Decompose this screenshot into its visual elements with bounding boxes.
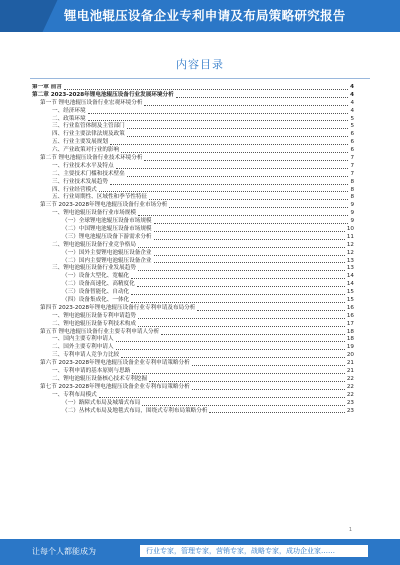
- toc-leader-dots: [176, 96, 348, 98]
- toc-leader-dots: [121, 356, 345, 358]
- header-bar: [0, 0, 400, 32]
- toc-entry-page: 21: [346, 360, 354, 367]
- toc-entry-page: 10: [346, 226, 354, 233]
- toc-entry[interactable]: [32, 376, 354, 384]
- toc-entry-page: 4: [350, 99, 354, 106]
- toc-entry-page: 6: [350, 139, 354, 146]
- toc-leader-dots: [88, 119, 349, 121]
- toc-leader-dots: [197, 309, 345, 311]
- toc-entry[interactable]: [32, 226, 354, 234]
- toc-entry-page: 15: [346, 297, 354, 304]
- toc-entry-title: 第二章 2023-2028年锂电池辊压设备行业发展环境分析: [32, 91, 174, 98]
- toc-entry-page: 6: [350, 147, 354, 154]
- toc-entry-page: 22: [346, 391, 354, 398]
- toc-leader-dots: [154, 222, 349, 224]
- toc-leader-dots: [154, 261, 345, 263]
- toc-entry[interactable]: [32, 234, 354, 242]
- toc-entry[interactable]: [32, 171, 354, 179]
- toc-leader-dots: [209, 411, 344, 413]
- toc-entry-title: （二）丛林式布局及地毯式布局，围绕式专利布局策略分析: [62, 407, 208, 414]
- toc-leader-dots: [144, 104, 348, 106]
- toc-entry-title: （三）设备智能化、自动化: [62, 289, 130, 296]
- toc-entry[interactable]: [32, 297, 354, 305]
- toc-leader-dots: [169, 206, 348, 208]
- toc-leader-dots: [116, 340, 345, 342]
- toc-entry-page: 16: [346, 312, 354, 319]
- toc-entry-page: 8: [350, 178, 354, 185]
- toc-leader-dots: [138, 214, 349, 216]
- toc-entry-page: 9: [350, 202, 354, 209]
- toc-entry-title: 三、行业技术发展趋势: [52, 178, 108, 185]
- toc-entry-title: 三、锂电池辊压设备行业发展趋势: [52, 265, 136, 272]
- toc-entry[interactable]: [32, 408, 354, 416]
- toc-leader-dots: [127, 127, 349, 129]
- toc-entry[interactable]: [32, 108, 354, 116]
- toc-entry-page: 20: [346, 352, 354, 359]
- toc-leader-dots: [64, 88, 348, 90]
- toc-entry-page: 8: [350, 194, 354, 201]
- toc-entry-title: 第七节 2023-2028年锂电池辊压设备企业专利布局策略分析: [40, 383, 190, 390]
- toc-entry[interactable]: [32, 100, 354, 108]
- toc-entry-page: 4: [350, 84, 354, 90]
- toc-entry-title: （四）设备集成化、一体化: [62, 297, 130, 304]
- toc-leader-dots: [149, 380, 345, 382]
- toc-entry[interactable]: [32, 289, 354, 297]
- toc-leader-dots: [138, 325, 345, 327]
- toc-leader-dots: [161, 333, 345, 335]
- toc-entry-title: 第五节 锂电池辊压设备行业主要专利申请人分析: [40, 328, 160, 335]
- toc-entry-page: 5: [350, 115, 354, 122]
- toc-leader-dots: [131, 277, 345, 279]
- toc-entry[interactable]: [32, 400, 354, 408]
- toc-entry-page: 23: [346, 407, 354, 414]
- toc-leader-dots: [88, 112, 349, 114]
- toc-entry-title: 第二节 锂电池辊压设备行业技术环境分析: [40, 155, 143, 161]
- toc-entry-title: 一、专利布局模式: [52, 391, 97, 398]
- toc-entry[interactable]: [32, 210, 354, 218]
- toc-entry-title: 一、国内主要专利申请人: [52, 336, 114, 343]
- toc-entry[interactable]: [32, 179, 354, 187]
- toc-leader-dots: [154, 238, 345, 240]
- toc-heading: 内容目录: [176, 58, 224, 71]
- toc-leader-dots: [110, 183, 348, 185]
- toc-entry-title: （三）锂电池辊压设备下游需求分析: [62, 233, 152, 240]
- toc-entry-title: 第六节 2023-2028年锂电池辊压设备企业专利申请策略分析: [40, 360, 190, 367]
- report-title: 锂电池辊压设备企业专利申请及布局策略研究报告: [64, 8, 346, 23]
- toc-entry-title: 第三节 2023-2028年锂电池辊压设备行业市场分析: [40, 202, 168, 209]
- toc-entry-title: （二）设备高速化、高精度化: [62, 281, 135, 288]
- toc-entry[interactable]: [32, 384, 354, 392]
- toc-entry-title: 二、锂电池辊压设备专利技术构成: [52, 320, 136, 327]
- toc-entry-title: 五、行业主要发展规划: [52, 139, 108, 146]
- toc-entry[interactable]: [32, 218, 354, 226]
- toc-entry-page: 21: [346, 368, 354, 375]
- toc-leader-dots: [154, 254, 345, 256]
- toc-entry[interactable]: [32, 139, 354, 147]
- toc-entry-title: 二、锂电池辊压设备核心技术专利挖掘: [52, 375, 148, 382]
- toc-entry[interactable]: [32, 321, 354, 329]
- toc-leader-dots: [99, 190, 349, 192]
- toc-leader-dots: [138, 269, 345, 271]
- toc-leader-dots: [127, 135, 349, 137]
- toc-entry[interactable]: [32, 163, 354, 171]
- toc-entry-title: 四、行业主要法律法规及政策: [52, 131, 125, 138]
- footer-slogan-left: 让每个人都能成为: [32, 547, 96, 556]
- toc-entry[interactable]: [32, 352, 354, 360]
- toc-entry-title: 二、锂电池辊压设备行业竞争格局: [52, 241, 136, 248]
- toc-leader-dots: [138, 317, 345, 319]
- toc-entry-title: （二）中国锂电池辊压设备市场规模: [62, 226, 152, 233]
- toc-entry-page: 9: [350, 218, 354, 225]
- toc-entry-title: 一、行业技术水平及特点: [52, 162, 114, 169]
- toc-entry-page: 9: [350, 210, 354, 217]
- toc-entry-page: 5: [350, 123, 354, 130]
- toc-entry[interactable]: [32, 281, 354, 289]
- toc-entry-page: 18: [346, 336, 354, 343]
- toc-leader-dots: [110, 143, 348, 145]
- toc-entry-page: 22: [346, 383, 354, 390]
- toc-entry-title: 三、行业监管体制及主管部门: [52, 123, 125, 130]
- toc-leader-dots: [127, 175, 349, 177]
- toc-entry-title: 二、政策环境: [52, 115, 86, 122]
- toc-leader-dots: [116, 348, 345, 350]
- toc-leader-dots: [99, 396, 345, 398]
- toc-leader-dots: [131, 301, 345, 303]
- toc-entry-title: 一、锂电池辊压设备行业市场规模: [52, 210, 136, 217]
- toc-entry-title: 五、行业周期性、区域性和季节性特征: [52, 194, 148, 201]
- toc-entry[interactable]: [32, 147, 354, 155]
- toc-entry[interactable]: [32, 360, 354, 368]
- toc-entry[interactable]: [32, 368, 354, 376]
- toc-entry-title: 第四节 2023-2028年锂电池辊压设备行业专利申请及布局分析: [40, 304, 196, 311]
- toc-leader-dots: [144, 159, 348, 161]
- toc-entry[interactable]: [32, 305, 354, 313]
- toc-entry-page: 16: [346, 304, 354, 311]
- toc-leader-dots: [138, 246, 345, 248]
- toc-entry-title: 三、专利申请人竞争力比较: [52, 352, 120, 359]
- heading-divider: [30, 78, 370, 79]
- toc-entry-page: 13: [346, 257, 354, 264]
- toc-entry-page: 22: [346, 375, 354, 382]
- toc-leader-dots: [132, 372, 345, 374]
- toc-leader-dots: [137, 285, 345, 287]
- toc-entry-page: 23: [346, 399, 354, 406]
- toc-entry-title: 六、产业政策对行业的影响: [52, 147, 120, 154]
- toc-entry-page: 7: [350, 170, 354, 177]
- toc-entry-title: 一、专利申请的基本原则与思路: [52, 368, 131, 375]
- toc-entry-page: 6: [350, 131, 354, 138]
- toc-leader-dots: [192, 364, 345, 366]
- toc-entry-title: 四、行业经营模式: [52, 186, 97, 193]
- toc-entry-title: 二、主要技术门槛和技术壁垒: [52, 170, 125, 177]
- toc-leader-dots: [131, 293, 345, 295]
- toc-leader-dots: [192, 388, 345, 390]
- toc-entry-page: 18: [346, 328, 354, 335]
- toc-entry-page: 7: [350, 162, 354, 169]
- toc-entry[interactable]: [32, 84, 354, 92]
- toc-entry-title: （一）设备大型化、宽幅化: [62, 273, 130, 280]
- toc-entry-title: 一、经济环境: [52, 107, 86, 114]
- toc-leader-dots: [142, 404, 345, 406]
- toc-entry-page: 12: [346, 241, 354, 248]
- toc-entry-page: 12: [346, 249, 354, 256]
- toc-entry-page: 13: [346, 265, 354, 272]
- toc-entry-page: 4: [350, 91, 354, 98]
- toc-leader-dots: [149, 198, 348, 200]
- toc-entry-page: 4: [350, 107, 354, 114]
- header-accent-stripe: [0, 0, 57, 32]
- toc-entry-title: 二、国外主要专利申请人: [52, 344, 114, 351]
- toc-entry-page: 8: [350, 186, 354, 193]
- toc-entry-page: 7: [350, 155, 354, 161]
- toc-entry[interactable]: [32, 392, 354, 400]
- toc-entry[interactable]: [32, 250, 354, 258]
- toc-entry-title: （二）国内主要锂电池辊压设备企业: [62, 257, 152, 264]
- toc-entry-page: 11: [346, 233, 354, 240]
- footer-bar: [0, 539, 400, 565]
- toc-entry-title: （一）国外主要锂电池辊压设备企业: [62, 249, 152, 256]
- toc-entry[interactable]: [32, 313, 354, 321]
- toc-leader-dots: [154, 230, 345, 232]
- toc-entry-page: 19: [346, 344, 354, 351]
- page-number: 1: [348, 527, 352, 533]
- footer-slogan-right: 行业专家，管理专家，营销专家，战略专家，成功企业家……: [140, 545, 368, 557]
- toc-entry[interactable]: [32, 92, 354, 100]
- toc-entry-title: 一、锂电池辊压设备专利申请趋势: [52, 312, 136, 319]
- toc-entry-title: 第一章 前言: [32, 84, 62, 90]
- toc-entry-page: 14: [346, 281, 354, 288]
- toc-entry-title: （一）路障式布局及城墙式布局: [62, 399, 141, 406]
- toc-entry-title: （一）全球锂电池辊压设备市场规模: [62, 218, 152, 225]
- toc-entry-page: 15: [346, 289, 354, 296]
- toc-entry[interactable]: [32, 155, 354, 163]
- toc-leader-dots: [121, 151, 348, 153]
- toc-entry-page: 14: [346, 273, 354, 280]
- table-of-contents: [32, 84, 354, 522]
- toc-entry-page: 17: [346, 320, 354, 327]
- toc-entry-title: 第一节 锂电池辊压设备行业宏观环境分析: [40, 99, 143, 106]
- toc-entry[interactable]: [32, 242, 354, 250]
- toc-leader-dots: [116, 167, 349, 169]
